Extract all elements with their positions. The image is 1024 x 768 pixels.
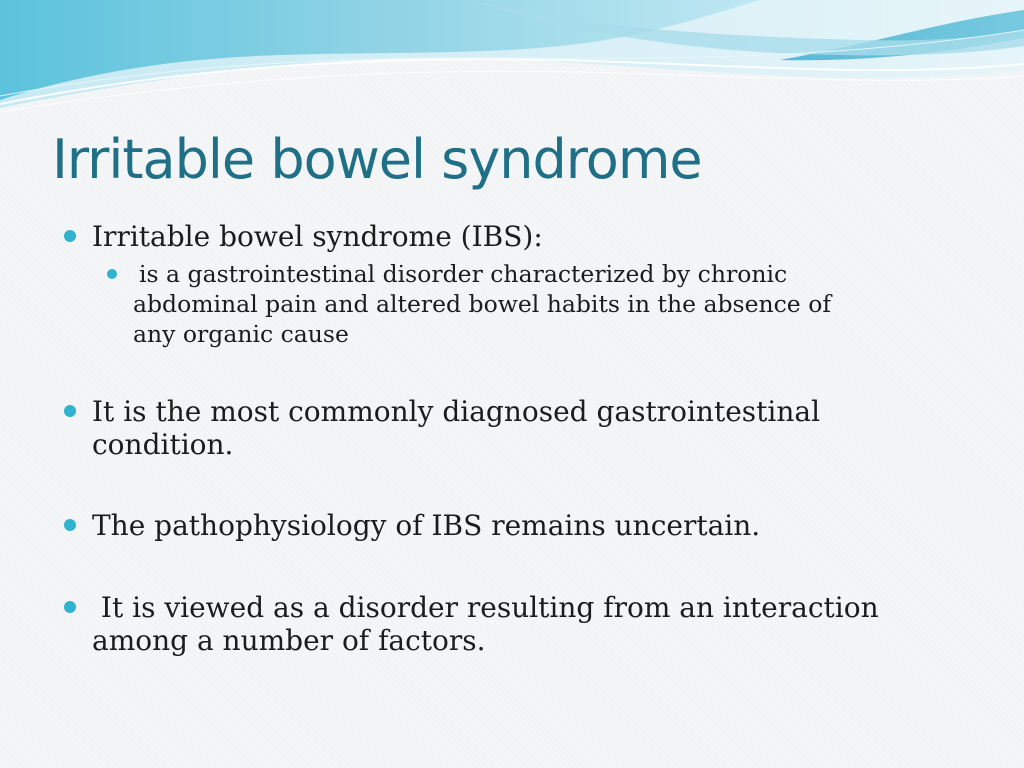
bullet-text: Irritable bowel syndrome (IBS):	[92, 220, 543, 253]
bullet-dot-icon	[64, 230, 76, 242]
bullet-line: It is viewed as a disorder resulting from an interaction	[92, 591, 879, 624]
slide-title: Irritable bowel syndrome	[52, 128, 702, 191]
bullet-line: condition.	[92, 428, 234, 461]
bullet-item-ibs	[92, 220, 543, 253]
bullet-item-pathophysiology	[92, 509, 760, 542]
sub-bullet-line: is a gastrointestinal disorder characterized by chronic	[139, 260, 788, 288]
sub-bullet-line: abdominal pain and altered bowel habits in the absence of	[133, 290, 832, 318]
bullet-dot-icon	[64, 601, 76, 613]
bullet-item-most-common	[92, 395, 820, 461]
sub-bullet-line: any organic cause	[133, 320, 349, 348]
bullet-line: It is the most commonly diagnosed gastrointestinal	[92, 395, 821, 428]
sub-bullet-item-definition	[133, 259, 831, 349]
bullet-text: The pathophysiology of IBS remains uncertain.	[92, 509, 761, 542]
bullet-dot-icon	[64, 519, 76, 531]
bullet-line: among a number of factors.	[92, 624, 486, 657]
sub-bullet-dot-icon	[107, 269, 117, 279]
bullet-item-interaction	[92, 591, 879, 657]
bullet-dot-icon	[64, 405, 76, 417]
